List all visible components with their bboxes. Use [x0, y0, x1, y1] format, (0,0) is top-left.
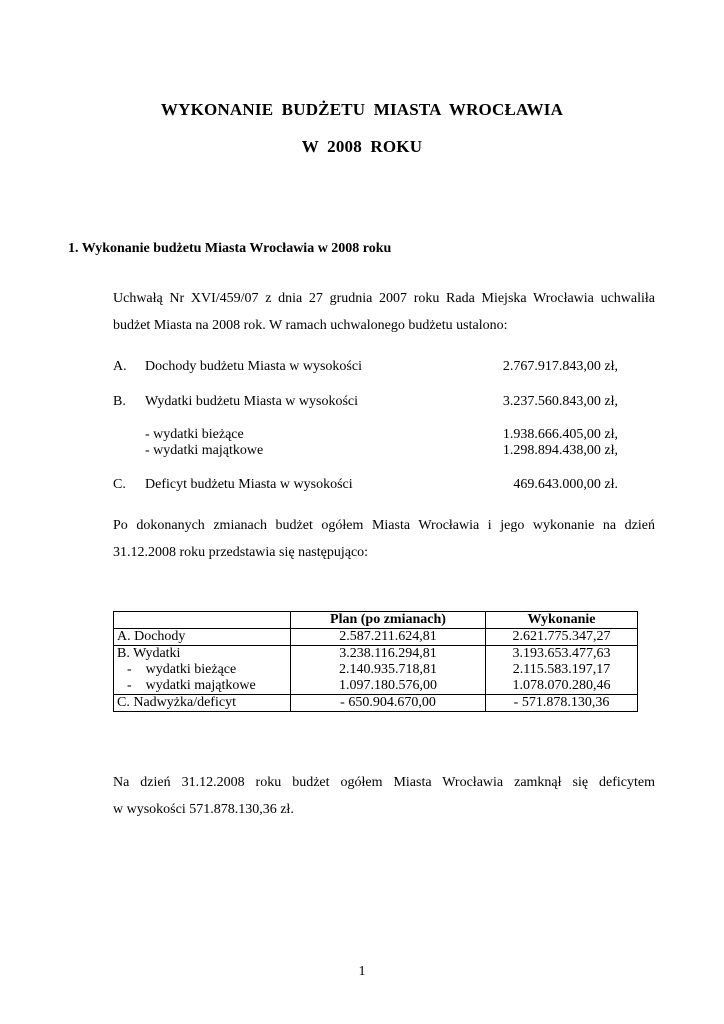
item-b-marker: B.	[113, 394, 126, 409]
item-b-sub2-value: 1.298.894.438,00 zł,	[502, 443, 618, 458]
row-label: A. Dochody	[114, 629, 291, 646]
page-number: 1	[358, 964, 366, 979]
table-header-plan: Plan (po zmianach)	[291, 612, 486, 629]
row-plan: 3.238.116.294,81	[339, 646, 437, 661]
intro-paragraph-line2: budżet Miasta na 2008 rok. W ramach uchwalonego budżetu ustalono:	[113, 318, 508, 333]
row-plan: 2.587.211.624,81	[291, 629, 486, 646]
row-exec: 2.115.583.197,17	[512, 662, 611, 677]
budget-table	[113, 611, 638, 712]
row-plan: - 650.904.670,00	[291, 695, 486, 712]
item-a-label: Dochody budżetu Miasta w wysokości	[145, 359, 362, 374]
row-exec: 2.621.775.347,27	[486, 629, 638, 646]
row-exec: 3.193.653.477,63	[512, 646, 611, 661]
row-label: - wydatki bieżące	[127, 662, 237, 677]
item-c-label: Deficyt budżetu Miasta w wysokości	[145, 477, 353, 492]
row-plan: 1.097.180.576,00	[339, 678, 437, 693]
row-label: C. Nadwyżka/deficyt	[114, 695, 291, 712]
row-label-group	[114, 646, 291, 695]
table-row	[114, 646, 638, 695]
item-a-value: 2.767.917.843,00 zł,	[502, 359, 618, 374]
table-header-row	[114, 612, 638, 629]
closing-paragraph-line2: w wysokości 571.878.130,36 zł.	[113, 802, 294, 817]
table-row	[114, 695, 638, 712]
table-row	[114, 629, 638, 646]
item-c-value: 469.643.000,00 zł.	[513, 477, 618, 492]
document-title-line2: W 2008 ROKU	[301, 137, 423, 156]
row-exec: 1.078.070.280,46	[512, 678, 611, 693]
table-header-exec: Wykonanie	[486, 612, 638, 629]
row-label: - wydatki majątkowe	[127, 678, 256, 693]
item-b-sub1-value: 1.938.666.405,00 zł,	[502, 427, 618, 442]
item-a-marker: A.	[113, 359, 127, 374]
item-b-value: 3.237.560.843,00 zł,	[502, 394, 618, 409]
row-exec-group	[486, 646, 638, 695]
item-b-sub1-label: - wydatki bieżące	[145, 427, 244, 442]
table-header-empty	[114, 612, 291, 629]
section-heading: 1. Wykonanie budżetu Miasta Wrocławia w 2008 roku	[68, 241, 392, 256]
row-plan: 2.140.935.718,81	[339, 662, 437, 677]
after-paragraph-line1: Po dokonanych zmianach budżet ogółem Miasta Wrocławia i jego wykonanie na dzień	[113, 518, 655, 533]
closing-paragraph-line1: Na dzień 31.12.2008 roku budżet ogółem Miasta Wrocławia zamknął się deficytem	[113, 775, 655, 790]
intro-paragraph-line1: Uchwałą Nr XVI/459/07 z dnia 27 grudnia 2007 roku Rada Miejska Wrocławia uchwaliła	[113, 291, 655, 306]
document-title-line1: WYKONANIE BUDŻETU MIASTA WROCŁAWIA	[160, 100, 564, 119]
row-label: B. Wydatki	[117, 646, 181, 661]
after-paragraph-line2: 31.12.2008 roku przedstawia się następująco:	[113, 545, 369, 560]
item-b-label: Wydatki budżetu Miasta w wysokości	[145, 394, 359, 409]
row-exec: - 571.878.130,36	[486, 695, 638, 712]
item-c-marker: C.	[113, 477, 126, 492]
row-plan-group	[291, 646, 486, 695]
item-b-sub2-label: - wydatki majątkowe	[145, 443, 264, 458]
